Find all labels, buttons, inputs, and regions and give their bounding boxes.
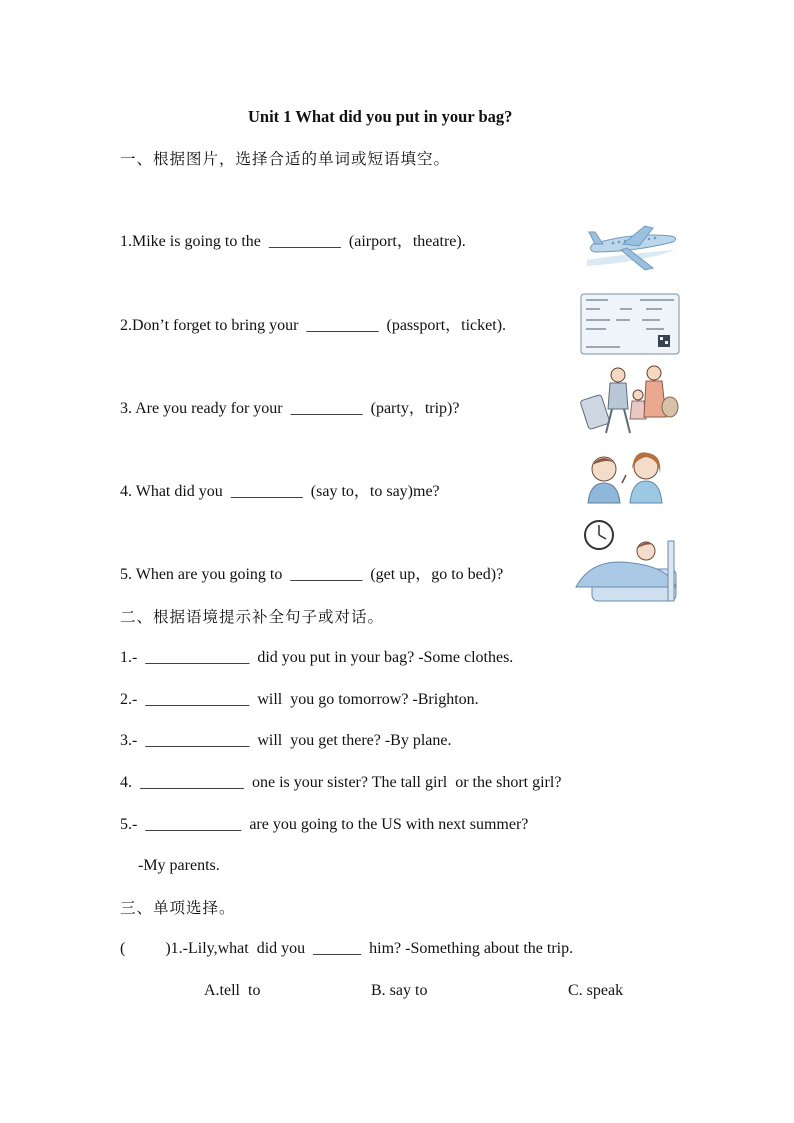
s2-question-3: 3.- _____________ will you get there? -By plane. xyxy=(120,732,452,749)
two-people-talking-picture xyxy=(574,447,674,505)
s2-question-1: 1.- _____________ did you put in your bag? -Some clothes. xyxy=(120,649,514,666)
s3-option-b: B. say to xyxy=(371,982,428,999)
s2-question-4: 4. _____________ one is your sister? The tall girl or the short girl? xyxy=(120,774,562,791)
s1-question-4: 4. What did you _________ (say to，to say)me? xyxy=(120,483,440,500)
airplane-picture xyxy=(583,222,681,280)
bedtime-clock-picture xyxy=(572,517,680,605)
page-title: Unit 1 What did you put in your bag? xyxy=(248,107,513,126)
s1-question-1: 1.Mike is going to the _________ (airport，theatre). xyxy=(120,233,466,250)
family-trip-picture xyxy=(580,361,680,437)
s1-question-2: 2.Don’t forget to bring your _________ (passport，ticket). xyxy=(120,317,507,334)
s2-question-2: 2.- _____________ will you go tomorrow? -Brighton. xyxy=(120,691,479,708)
section2-heading: 二、根据语境提示补全句子或对话。 xyxy=(120,608,385,626)
s2-question-5: 5.- ____________ are you going to the US with next summer? xyxy=(120,816,529,833)
s3-option-c: C. speak xyxy=(568,982,624,999)
s3-option-a: A.tell to xyxy=(204,982,261,999)
s2-answer-5: -My parents. xyxy=(138,857,220,874)
ticket-picture xyxy=(580,293,680,355)
s1-question-5: 5. When are you going to _________ (get up，go to bed)? xyxy=(120,566,504,583)
section3-heading: 三、单项选择。 xyxy=(120,899,236,917)
section1-heading: 一、根据图片，选择合适的单词或短语填空。 xyxy=(120,150,451,168)
s3-question-1: ( )1.-Lily,what did you ______ him? -Something about the trip. xyxy=(120,940,574,957)
s1-question-3: 3. Are you ready for your _________ (party，trip)? xyxy=(120,400,460,417)
